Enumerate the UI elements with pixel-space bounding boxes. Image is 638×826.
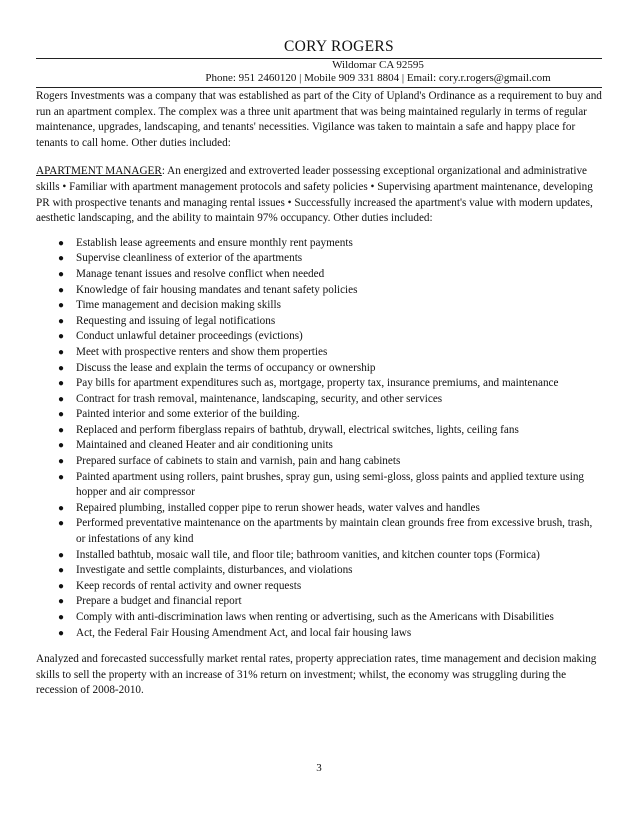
- bullet-icon: ●: [58, 440, 65, 452]
- bullet-icon: ●: [58, 253, 65, 265]
- list-item: [36, 454, 602, 470]
- bullet-icon: ●: [58, 627, 65, 639]
- role-summary: : An energized and extroverted leader possessing exceptional organizational and administrative skills • Familiar with apartment management protocols and safety policies • Supervising apartment maintenance, developing PR with prospective tenants and managing rental issues • Successfully increased the apartment's value with modern updates, aesthetic landscaping, and the ability to maintain 97% occupancy. Other duties included:: [36, 165, 593, 225]
- list-item: [36, 548, 602, 564]
- list-item-text: Meet with prospective renters and show them properties: [76, 345, 328, 358]
- list-item: [36, 392, 602, 408]
- list-item-text: Investigate and settle complaints, disturbances, and violations: [76, 564, 353, 577]
- bullet-icon: ●: [58, 378, 65, 390]
- list-item: [36, 423, 602, 439]
- list-item: [36, 267, 602, 283]
- role-paragraph: [36, 164, 602, 226]
- list-item: [36, 626, 602, 642]
- contact-line: Phone: 951 2460120 | Mobile 909 331 8804 | Email: cory.r.rogers@gmail.com: [205, 72, 551, 84]
- list-item-text: Discuss the lease and explain the terms of occupancy or ownership: [76, 361, 376, 374]
- bullet-icon: ●: [58, 346, 65, 358]
- list-item: [36, 407, 602, 423]
- list-item: [36, 516, 602, 547]
- header-rule-bottom: [36, 87, 602, 88]
- list-item-text: Manage tenant issues and resolve conflict when needed: [76, 267, 325, 280]
- list-item-text: Maintained and cleaned Heater and air conditioning units: [76, 439, 333, 452]
- bullet-icon: ●: [58, 237, 65, 249]
- intro-paragraph: Rogers Investments was a company that was established as part of the City of Upland's Ordinance as a requirement to buy and run an apartment complex. The complex was a three unit apartment that was being maintained regularly in terms of regular maintenance, upgrades, landscaping, and tenants' necessities. Vigilance was taken to maintain a safe and happy place for tenants to call home. Other duties included:: [36, 90, 602, 149]
- bullet-icon: ●: [58, 393, 65, 405]
- bullet-icon: ●: [58, 580, 65, 592]
- list-item-text: Performed preventative maintenance on the apartments by maintain clean grounds free from excessive brush, trash, or infestations of any kind: [76, 517, 593, 546]
- bullet-icon: ●: [58, 502, 65, 514]
- list-item: [36, 438, 602, 454]
- bullet-icon: ●: [58, 409, 65, 421]
- list-item-text: Establish lease agreements and ensure monthly rent payments: [76, 236, 353, 249]
- list-item: [36, 470, 602, 501]
- bullet-icon: ●: [58, 331, 65, 343]
- list-item: [36, 563, 602, 579]
- list-item: [36, 376, 602, 392]
- list-item: [36, 298, 602, 314]
- bullet-icon: ●: [58, 315, 65, 327]
- page-number: 3: [316, 762, 322, 774]
- list-item: [36, 345, 602, 361]
- list-item-text: Comply with anti-discrimination laws when renting or advertising, such as the Americans with Disabilities: [76, 611, 554, 623]
- list-item-text: Installed bathtub, mosaic wall tile, and floor tile; bathroom vanities, and kitchen counter tops (Formica): [76, 548, 540, 561]
- bullet-icon: ●: [58, 456, 65, 468]
- bullet-icon: ●: [58, 300, 65, 312]
- list-item-text: Painted interior and some exterior of the building.: [76, 408, 300, 421]
- bullet-icon: ●: [58, 518, 65, 530]
- list-item-text: Repaired plumbing, installed copper pipe to rerun shower heads, water valves and handles: [76, 501, 480, 514]
- bullet-icon: ●: [58, 549, 65, 561]
- bullet-icon: ●: [58, 596, 65, 608]
- duties-list: [36, 236, 602, 641]
- list-item: [36, 501, 602, 517]
- bullet-icon: ●: [58, 284, 65, 296]
- address-line: Wildomar CA 92595: [332, 59, 424, 71]
- list-item-text: Supervise cleanliness of exterior of the apartments: [76, 252, 303, 265]
- list-item: [36, 236, 602, 252]
- bullet-icon: ●: [58, 612, 65, 623]
- list-item-text: Requesting and issuing of legal notifications: [76, 314, 276, 327]
- list-item: [36, 579, 602, 595]
- list-item-text: Time management and decision making skills: [76, 299, 281, 312]
- list-item-text: Keep records of rental activity and owner requests: [76, 579, 302, 592]
- list-item-text: Prepared surface of cabinets to stain and varnish, pain and hang cabinets: [76, 455, 401, 468]
- list-item-text: Prepare a budget and financial report: [76, 595, 242, 608]
- bullet-icon: ●: [58, 565, 65, 577]
- candidate-name: CORY ROGERS: [284, 38, 394, 55]
- list-item-text: Knowledge of fair housing mandates and tenant safety policies: [76, 283, 358, 296]
- list-item: [36, 329, 602, 345]
- resume-page: [36, 38, 602, 699]
- bullet-icon: ●: [58, 362, 65, 374]
- role-title: APARTMENT MANAGER: [36, 165, 162, 178]
- list-item: [36, 283, 602, 299]
- list-item: [36, 594, 602, 610]
- list-item: [36, 314, 602, 330]
- list-item-text: Pay bills for apartment expenditures such as, mortgage, property tax, insurance premiums, and maintenance: [76, 377, 559, 390]
- list-item-text: Act, the Federal Fair Housing Amendment Act, and local fair housing laws: [76, 626, 412, 639]
- list-item: [36, 610, 602, 626]
- bullet-icon: ●: [58, 268, 65, 280]
- list-item-text: Contract for trash removal, maintenance, landscaping, security, and other services: [76, 392, 443, 405]
- bullet-icon: ●: [58, 471, 65, 483]
- list-item-text: Conduct unlawful detainer proceedings (evictions): [76, 330, 303, 343]
- bullet-icon: ●: [58, 424, 65, 436]
- closing-paragraph: Analyzed and forecasted successfully market rental rates, property appreciation rates, time management and decision making skills to sell the property with an increase of 31% return on investment; whilst, the economy was struggling during the recession of 2008-2010.: [36, 653, 597, 697]
- list-item-text: Replaced and perform fiberglass repairs of bathtub, drywall, electrical switches, lights, ceiling fans: [76, 423, 519, 436]
- list-item: [36, 251, 602, 267]
- list-item-text: Painted apartment using rollers, paint brushes, spray gun, using semi-gloss, gloss paints and applied texture using hopper and air compressor: [76, 470, 585, 499]
- list-item: [36, 361, 602, 377]
